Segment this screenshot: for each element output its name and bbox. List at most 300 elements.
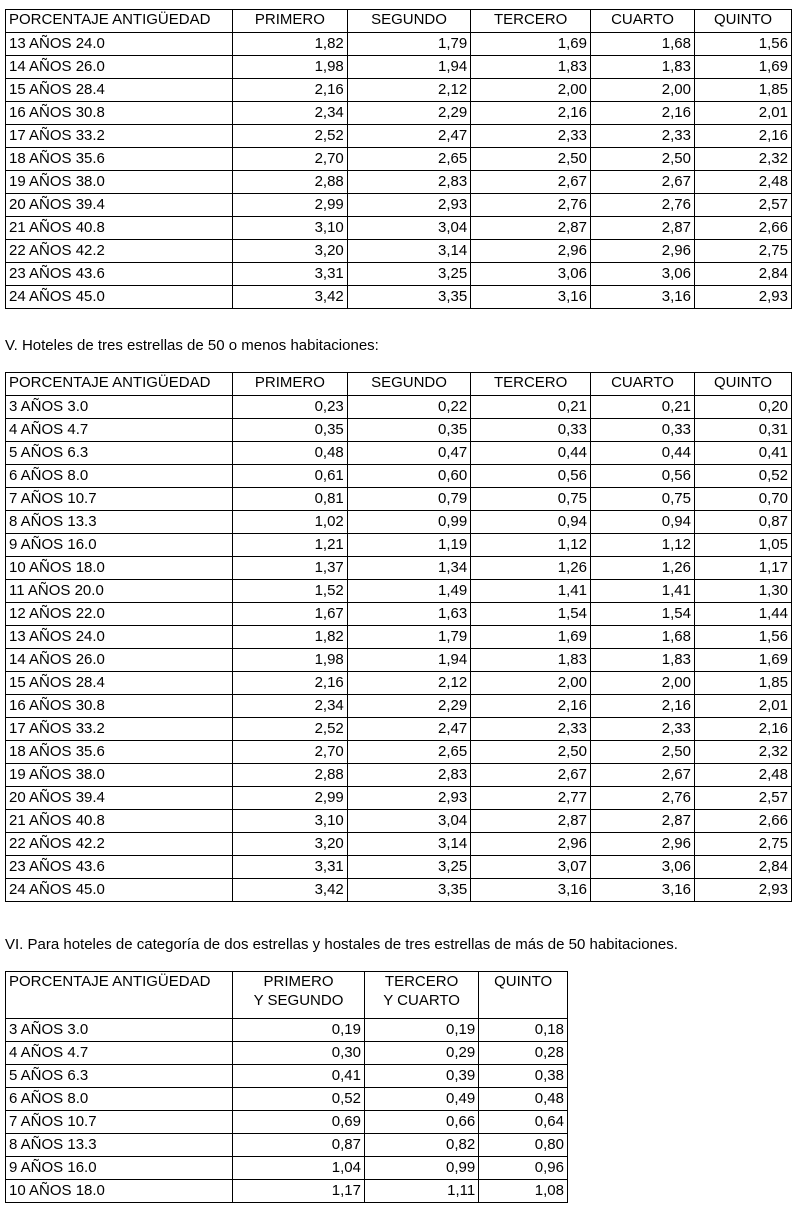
cell-value: 2,33: [471, 718, 591, 741]
row-label: 11 AÑOS 20.0: [6, 580, 233, 603]
cell-value: 3,06: [590, 263, 694, 286]
row-label: 10 AÑOS 18.0: [6, 557, 233, 580]
table-row: [6, 626, 792, 649]
cell-value: 1,04: [233, 1157, 365, 1180]
row-label: 21 AÑOS 40.8: [6, 810, 233, 833]
row-label: 9 AÑOS 16.0: [6, 1157, 233, 1180]
cell-value: 0,56: [590, 465, 694, 488]
cell-value: 1,21: [233, 534, 348, 557]
cell-value: 1,34: [347, 557, 470, 580]
cell-value: 0,99: [347, 511, 470, 534]
cell-value: 0,19: [233, 1019, 365, 1042]
cell-value: 2,67: [590, 764, 694, 787]
table-row: [6, 1134, 568, 1157]
cell-value: 2,16: [590, 102, 694, 125]
row-label: 17 AÑOS 33.2: [6, 718, 233, 741]
row-label: 16 AÑOS 30.8: [6, 102, 233, 125]
cell-value: 2,93: [347, 787, 470, 810]
table-row: [6, 217, 792, 240]
cell-value: 0,81: [233, 488, 348, 511]
row-label: 3 AÑOS 3.0: [6, 396, 233, 419]
cell-value: 2,16: [590, 695, 694, 718]
cell-value: 1,68: [590, 626, 694, 649]
row-label: 15 AÑOS 28.4: [6, 672, 233, 695]
cell-value: 2,34: [233, 695, 348, 718]
row-label: 7 AÑOS 10.7: [6, 488, 233, 511]
cell-value: 3,16: [471, 879, 591, 902]
cell-value: 3,35: [347, 286, 470, 309]
row-label: 20 AÑOS 39.4: [6, 787, 233, 810]
cell-value: 3,42: [233, 879, 348, 902]
cell-value: 1,98: [233, 649, 348, 672]
cell-value: 2,48: [695, 764, 792, 787]
cell-value: 0,66: [365, 1111, 479, 1134]
cell-value: 2,65: [347, 148, 470, 171]
header-row: [6, 972, 568, 1019]
table-row: [6, 263, 792, 286]
table-row: [6, 419, 792, 442]
cell-value: 0,21: [471, 396, 591, 419]
cell-value: 0,33: [471, 419, 591, 442]
cell-value: 1,56: [695, 626, 792, 649]
cell-value: 0,70: [695, 488, 792, 511]
cell-value: 1,49: [347, 580, 470, 603]
row-label: 8 AÑOS 13.3: [6, 1134, 233, 1157]
column-header: TERCERO: [471, 373, 591, 396]
cell-value: 1,83: [471, 649, 591, 672]
cell-value: 1,85: [695, 672, 792, 695]
cell-value: 1,83: [471, 56, 591, 79]
cell-value: 0,30: [233, 1042, 365, 1065]
cell-value: 2,16: [471, 102, 591, 125]
cell-value: 1,82: [233, 626, 348, 649]
cell-value: 2,93: [347, 194, 470, 217]
cell-value: 2,87: [471, 217, 591, 240]
cell-value: 1,69: [471, 33, 591, 56]
cell-value: 1,17: [233, 1180, 365, 1203]
row-label: 20 AÑOS 39.4: [6, 194, 233, 217]
cell-value: 2,96: [590, 833, 694, 856]
cell-value: 0,49: [365, 1088, 479, 1111]
row-label: 3 AÑOS 3.0: [6, 1019, 233, 1042]
column-header: QUINTO: [695, 10, 792, 33]
cell-value: 1,41: [590, 580, 694, 603]
table-row: [6, 442, 792, 465]
cell-value: 2,34: [233, 102, 348, 125]
table-row: [6, 580, 792, 603]
cell-value: 2,50: [590, 148, 694, 171]
cell-value: 1,19: [347, 534, 470, 557]
row-label: 22 AÑOS 42.2: [6, 240, 233, 263]
row-label: 23 AÑOS 43.6: [6, 263, 233, 286]
table-row: [6, 488, 792, 511]
cell-value: 0,87: [695, 511, 792, 534]
cell-value: 1,85: [695, 79, 792, 102]
cell-value: 0,19: [365, 1019, 479, 1042]
cell-value: 2,87: [471, 810, 591, 833]
table-row: [6, 603, 792, 626]
table-row: [6, 1042, 568, 1065]
cell-value: 0,94: [471, 511, 591, 534]
cell-value: 1,30: [695, 580, 792, 603]
cell-value: 1,54: [471, 603, 591, 626]
table-row: [6, 672, 792, 695]
row-label: 10 AÑOS 18.0: [6, 1180, 233, 1203]
row-label: 4 AÑOS 4.7: [6, 1042, 233, 1065]
cell-value: 3,25: [347, 263, 470, 286]
row-label: 7 AÑOS 10.7: [6, 1111, 233, 1134]
cell-value: 0,60: [347, 465, 470, 488]
cell-value: 2,50: [590, 741, 694, 764]
cell-value: 1,56: [695, 33, 792, 56]
table-row: [6, 1088, 568, 1111]
cell-value: 2,12: [347, 672, 470, 695]
cell-value: 3,10: [233, 217, 348, 240]
cell-value: 0,29: [365, 1042, 479, 1065]
cell-value: 0,44: [471, 442, 591, 465]
cell-value: 0,18: [479, 1019, 568, 1042]
cell-value: 3,20: [233, 833, 348, 856]
cell-value: 3,14: [347, 240, 470, 263]
cell-value: 0,94: [590, 511, 694, 534]
cell-value: 2,77: [471, 787, 591, 810]
row-label: 8 AÑOS 13.3: [6, 511, 233, 534]
cell-value: 2,16: [471, 695, 591, 718]
column-header: SEGUNDO: [347, 10, 470, 33]
cell-value: 1,05: [695, 534, 792, 557]
cell-value: 0,79: [347, 488, 470, 511]
row-label: 23 AÑOS 43.6: [6, 856, 233, 879]
cell-value: 3,04: [347, 810, 470, 833]
row-label: 12 AÑOS 22.0: [6, 603, 233, 626]
column-header: PORCENTAJE ANTIGÜEDAD: [6, 972, 233, 1019]
cell-value: 1,83: [590, 56, 694, 79]
cell-value: 2,70: [233, 741, 348, 764]
table-row: [6, 833, 792, 856]
cell-value: 2,47: [347, 125, 470, 148]
cell-value: 1,79: [347, 626, 470, 649]
cell-value: 0,82: [365, 1134, 479, 1157]
cell-value: 2,83: [347, 764, 470, 787]
column-header: PORCENTAJE ANTIGÜEDAD: [6, 10, 233, 33]
cell-value: 0,21: [590, 396, 694, 419]
table-row: [6, 534, 792, 557]
table-row: [6, 148, 792, 171]
row-label: 22 AÑOS 42.2: [6, 833, 233, 856]
row-label: 19 AÑOS 38.0: [6, 764, 233, 787]
table-row: [6, 879, 792, 902]
column-header: QUINTO: [695, 373, 792, 396]
cell-value: 1,69: [695, 56, 792, 79]
cell-value: 2,70: [233, 148, 348, 171]
cell-value: 2,00: [471, 672, 591, 695]
cell-value: 2,67: [590, 171, 694, 194]
section-caption-v: V. Hoteles de tres estrellas de 50 o menos habitaciones:: [5, 337, 379, 354]
cell-value: 1,67: [233, 603, 348, 626]
cell-value: 1,08: [479, 1180, 568, 1203]
row-label: 19 AÑOS 38.0: [6, 171, 233, 194]
table-row: [6, 240, 792, 263]
cell-value: 3,35: [347, 879, 470, 902]
header-row: [6, 373, 792, 396]
row-label: 18 AÑOS 35.6: [6, 741, 233, 764]
cell-value: 1,83: [590, 649, 694, 672]
table-row: [6, 741, 792, 764]
cell-value: 0,75: [590, 488, 694, 511]
cell-value: 1,54: [590, 603, 694, 626]
cell-value: 1,11: [365, 1180, 479, 1203]
cell-value: 1,37: [233, 557, 348, 580]
row-label: 13 AÑOS 24.0: [6, 33, 233, 56]
column-header: CUARTO: [590, 373, 694, 396]
cell-value: 1,82: [233, 33, 348, 56]
row-label: 17 AÑOS 33.2: [6, 125, 233, 148]
cell-value: 2,99: [233, 787, 348, 810]
cell-value: 2,84: [695, 856, 792, 879]
table-row: [6, 718, 792, 741]
column-header: QUINTO: [479, 972, 568, 1019]
cell-value: 2,29: [347, 102, 470, 125]
cell-value: 2,83: [347, 171, 470, 194]
cell-value: 2,96: [471, 833, 591, 856]
cell-value: 1,69: [471, 626, 591, 649]
cell-value: 3,10: [233, 810, 348, 833]
table-row: [6, 102, 792, 125]
cell-value: 2,76: [590, 194, 694, 217]
cell-value: 1,12: [471, 534, 591, 557]
cell-value: 2,48: [695, 171, 792, 194]
column-header: TERCERO Y CUARTO: [365, 972, 479, 1019]
cell-value: 2,32: [695, 741, 792, 764]
cell-value: 1,02: [233, 511, 348, 534]
cell-value: 2,87: [590, 217, 694, 240]
row-label: 5 AÑOS 6.3: [6, 1065, 233, 1088]
cell-value: 2,66: [695, 217, 792, 240]
cell-value: 1,26: [471, 557, 591, 580]
cell-value: 2,16: [233, 672, 348, 695]
cell-value: 2,33: [590, 718, 694, 741]
column-header: TERCERO: [471, 10, 591, 33]
row-label: 13 AÑOS 24.0: [6, 626, 233, 649]
cell-value: 1,12: [590, 534, 694, 557]
table-row: [6, 810, 792, 833]
cell-value: 2,16: [695, 125, 792, 148]
cell-value: 2,01: [695, 102, 792, 125]
table-row: [6, 33, 792, 56]
cell-value: 3,14: [347, 833, 470, 856]
cell-value: 3,16: [471, 286, 591, 309]
cell-value: 2,01: [695, 695, 792, 718]
cell-value: 3,31: [233, 263, 348, 286]
cell-value: 0,75: [471, 488, 591, 511]
cell-value: 2,00: [590, 672, 694, 695]
section-caption-vi: VI. Para hoteles de categoría de dos estrellas y hostales de tres estrellas de más de 50 habitaciones.: [5, 936, 678, 953]
cell-value: 0,47: [347, 442, 470, 465]
table-row: [6, 856, 792, 879]
column-header: CUARTO: [590, 10, 694, 33]
column-header: PRIMERO: [233, 373, 348, 396]
cell-value: 2,67: [471, 764, 591, 787]
cell-value: 1,79: [347, 33, 470, 56]
cell-value: 0,35: [233, 419, 348, 442]
cell-value: 2,96: [590, 240, 694, 263]
cell-value: 0,31: [695, 419, 792, 442]
table-three-star-hotels: [5, 372, 792, 902]
table-hotels-previous: [5, 9, 792, 309]
table-two-star-hotels-hostels: [5, 971, 568, 1203]
row-label: 9 AÑOS 16.0: [6, 534, 233, 557]
cell-value: 3,16: [590, 879, 694, 902]
cell-value: 2,16: [233, 79, 348, 102]
cell-value: 2,57: [695, 787, 792, 810]
cell-value: 2,32: [695, 148, 792, 171]
cell-value: 0,87: [233, 1134, 365, 1157]
table-row: [6, 764, 792, 787]
row-label: 21 AÑOS 40.8: [6, 217, 233, 240]
cell-value: 0,20: [695, 396, 792, 419]
table-row: [6, 79, 792, 102]
cell-value: 1,94: [347, 649, 470, 672]
cell-value: 0,64: [479, 1111, 568, 1134]
cell-value: 3,31: [233, 856, 348, 879]
row-label: 24 AÑOS 45.0: [6, 879, 233, 902]
cell-value: 3,20: [233, 240, 348, 263]
cell-value: 2,88: [233, 171, 348, 194]
cell-value: 2,84: [695, 263, 792, 286]
cell-value: 1,41: [471, 580, 591, 603]
cell-value: 2,76: [590, 787, 694, 810]
cell-value: 0,22: [347, 396, 470, 419]
column-header: SEGUNDO: [347, 373, 470, 396]
row-label: 14 AÑOS 26.0: [6, 649, 233, 672]
table-row: [6, 286, 792, 309]
column-header: PRIMERO: [233, 10, 348, 33]
cell-value: 2,50: [471, 148, 591, 171]
table-row: [6, 557, 792, 580]
cell-value: 3,25: [347, 856, 470, 879]
row-label: 6 AÑOS 8.0: [6, 1088, 233, 1111]
cell-value: 0,28: [479, 1042, 568, 1065]
cell-value: 0,69: [233, 1111, 365, 1134]
cell-value: 1,17: [695, 557, 792, 580]
cell-value: 0,39: [365, 1065, 479, 1088]
cell-value: 2,88: [233, 764, 348, 787]
column-header: PRIMERO Y SEGUNDO: [233, 972, 365, 1019]
table-row: [6, 125, 792, 148]
cell-value: 2,33: [471, 125, 591, 148]
cell-value: 2,52: [233, 718, 348, 741]
cell-value: 0,35: [347, 419, 470, 442]
cell-value: 1,94: [347, 56, 470, 79]
cell-value: 0,41: [233, 1065, 365, 1088]
cell-value: 2,16: [695, 718, 792, 741]
row-label: 15 AÑOS 28.4: [6, 79, 233, 102]
cell-value: 2,66: [695, 810, 792, 833]
cell-value: 1,63: [347, 603, 470, 626]
table-row: [6, 511, 792, 534]
cell-value: 1,98: [233, 56, 348, 79]
cell-value: 0,23: [233, 396, 348, 419]
cell-value: 2,96: [471, 240, 591, 263]
row-label: 24 AÑOS 45.0: [6, 286, 233, 309]
cell-value: 3,06: [590, 856, 694, 879]
cell-value: 2,65: [347, 741, 470, 764]
table-row: [6, 1065, 568, 1088]
cell-value: 0,80: [479, 1134, 568, 1157]
header-row: [6, 10, 792, 33]
row-label: 18 AÑOS 35.6: [6, 148, 233, 171]
cell-value: 2,12: [347, 79, 470, 102]
cell-value: 2,87: [590, 810, 694, 833]
row-label: 4 AÑOS 4.7: [6, 419, 233, 442]
table-row: [6, 649, 792, 672]
cell-value: 0,61: [233, 465, 348, 488]
table-row: [6, 465, 792, 488]
table-row: [6, 1111, 568, 1134]
cell-value: 2,00: [590, 79, 694, 102]
cell-value: 0,52: [695, 465, 792, 488]
table-row: [6, 396, 792, 419]
cell-value: 2,75: [695, 240, 792, 263]
cell-value: 2,33: [590, 125, 694, 148]
cell-value: 1,68: [590, 33, 694, 56]
cell-value: 0,41: [695, 442, 792, 465]
cell-value: 2,57: [695, 194, 792, 217]
cell-value: 1,52: [233, 580, 348, 603]
row-label: 14 AÑOS 26.0: [6, 56, 233, 79]
cell-value: 1,69: [695, 649, 792, 672]
cell-value: 2,93: [695, 879, 792, 902]
cell-value: 1,26: [590, 557, 694, 580]
cell-value: 3,04: [347, 217, 470, 240]
cell-value: 0,38: [479, 1065, 568, 1088]
table-row: [6, 1157, 568, 1180]
cell-value: 2,75: [695, 833, 792, 856]
row-label: 6 AÑOS 8.0: [6, 465, 233, 488]
table-row: [6, 695, 792, 718]
table-row: [6, 56, 792, 79]
cell-value: 0,52: [233, 1088, 365, 1111]
cell-value: 0,48: [479, 1088, 568, 1111]
cell-value: 0,56: [471, 465, 591, 488]
cell-value: 3,16: [590, 286, 694, 309]
cell-value: 2,29: [347, 695, 470, 718]
table-row: [6, 787, 792, 810]
cell-value: 0,99: [365, 1157, 479, 1180]
cell-value: 3,06: [471, 263, 591, 286]
row-label: 5 AÑOS 6.3: [6, 442, 233, 465]
cell-value: 2,67: [471, 171, 591, 194]
row-label: 16 AÑOS 30.8: [6, 695, 233, 718]
cell-value: 0,96: [479, 1157, 568, 1180]
cell-value: 2,50: [471, 741, 591, 764]
cell-value: 2,00: [471, 79, 591, 102]
cell-value: 2,52: [233, 125, 348, 148]
cell-value: 2,93: [695, 286, 792, 309]
cell-value: 3,42: [233, 286, 348, 309]
cell-value: 0,48: [233, 442, 348, 465]
cell-value: 2,99: [233, 194, 348, 217]
table-row: [6, 1019, 568, 1042]
cell-value: 0,33: [590, 419, 694, 442]
cell-value: 0,44: [590, 442, 694, 465]
cell-value: 2,47: [347, 718, 470, 741]
cell-value: 2,76: [471, 194, 591, 217]
column-header: PORCENTAJE ANTIGÜEDAD: [6, 373, 233, 396]
table-row: [6, 171, 792, 194]
table-row: [6, 1180, 568, 1203]
cell-value: 3,07: [471, 856, 591, 879]
